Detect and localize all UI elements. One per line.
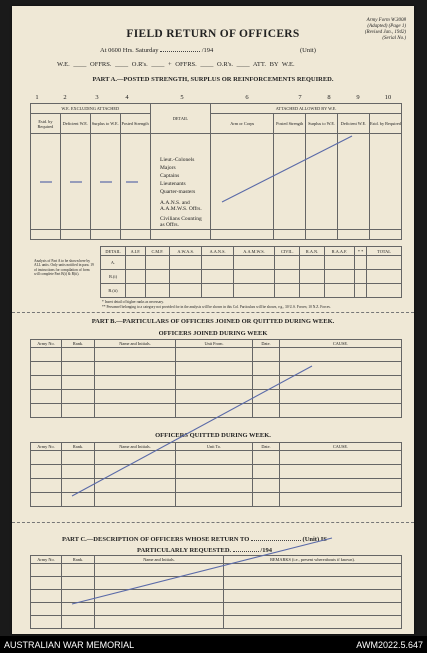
col-number: 5 <box>180 94 184 101</box>
strength-line: W.E. ____ OFFRS. ____ O.R's. ____ + OFFRS. ____ O.R's. ____ ATT. BY W.E. <box>57 61 295 68</box>
part-c-subtitle: PARTICULARLY REQUESTED. /194 <box>137 547 272 554</box>
rank-item: Lieutenants <box>160 181 186 187</box>
part-a-title: PART A.—POSTED STRENGTH, SURPLUS OR REINFORCEMENTS REQUIRED. <box>92 76 334 83</box>
rank-item: Majors <box>160 165 176 171</box>
form-identifier: Army Form W.3008 (Adapted) (Page 1) (Revised Jan., 1942) (Serial No.) <box>364 18 406 41</box>
form-title: FIELD RETURN OF OFFICERS <box>126 28 300 40</box>
rank-item: Quarter-masters <box>160 189 196 195</box>
col-number: 9 <box>356 94 360 101</box>
col-number: 10 <box>384 94 392 101</box>
rank-item: Civilians Counting <box>160 216 202 222</box>
footnotes: * Insert detail of higher ranks as necessary. ** Personnel belonging to a category not provided for in the analysis will be shown in this Col. Particulars will be shown, e.g., 30 U.S. Forces; 10 N.Z. Forces. <box>102 300 331 309</box>
rank-item: A.A.N.S. and <box>160 200 190 206</box>
col-number: 3 <box>95 94 99 101</box>
col-number: 4 <box>125 94 129 101</box>
rank-item: Captains <box>160 173 180 179</box>
col-number: 1 <box>35 94 39 101</box>
col-number: 7 <box>298 94 302 101</box>
rank-item: A.A.M.W.S. Offrs. <box>160 206 202 212</box>
analysis-table: DETAIL A.I.F. C.M.F. A.W.A.S. A.A.N.S. A.A.M.W.S. CIVIL. R.A.N. R.A.A.F. * * TOTAL A. B.(i) B.(ii) <box>100 246 402 298</box>
pen-stroke <box>222 136 352 202</box>
rank-item: Lieut.-Colonels <box>160 157 195 163</box>
part-c-table: Army No. Rank. Name and Initials. REMARKS (i.e., present whereabouts if known). <box>30 555 402 629</box>
joined-table: Army No. Rank. Name and Initials. Unit From. Date. CAUSE. <box>30 339 402 418</box>
archive-caption <box>0 636 427 653</box>
pen-stroke <box>72 538 332 604</box>
joined-title: OFFICERS JOINED DURING WEEK <box>158 330 268 337</box>
col-number: 8 <box>327 94 331 101</box>
date-line: At 0600 Hrs. Saturday /194 (Unit) <box>100 47 316 54</box>
caption-source: AUSTRALIAN WAR MEMORIAL <box>4 640 135 650</box>
part-b-title: PART B.—PARTICULARS OF OFFICERS JOINED OR QUITTED DURING WEEK. <box>91 318 335 325</box>
part-a-table: W.E. EXCLUDING ATTACHED DETAIL ATTACHED ALLOWED BY W.E. Estd. by Required Deficient W.E. Surplus to W.E. Posted Strength Arm or Corps Posted Strength Surplus to W.E. Deficient W.E. Estd. by Required <box>30 103 402 240</box>
col-number: 2 <box>63 94 67 101</box>
quitted-table: Army No. Rank. Name and Initials. Unit To. Date. CAUSE. <box>30 442 402 507</box>
col-number: 6 <box>245 94 249 101</box>
caption-id: AWM2022.5.647 <box>356 640 423 650</box>
rank-item: as Offrs. <box>160 222 179 228</box>
analysis-note: Analysis of Part A to be shown here by ALL units. Only units notified in para. 19 of instructions for compilation of form will complete Part B(i) & B(ii). <box>34 259 94 276</box>
quitted-title: OFFICERS QUITTED DURING WEEK. <box>155 432 271 439</box>
form-sheet <box>12 6 414 634</box>
handwritten-strokes <box>12 6 414 634</box>
pen-stroke <box>72 366 312 496</box>
part-c-title: PART C.—DESCRIPTION OF OFFICERS WHOSE RETURN TO (Unit) IS <box>62 536 327 543</box>
